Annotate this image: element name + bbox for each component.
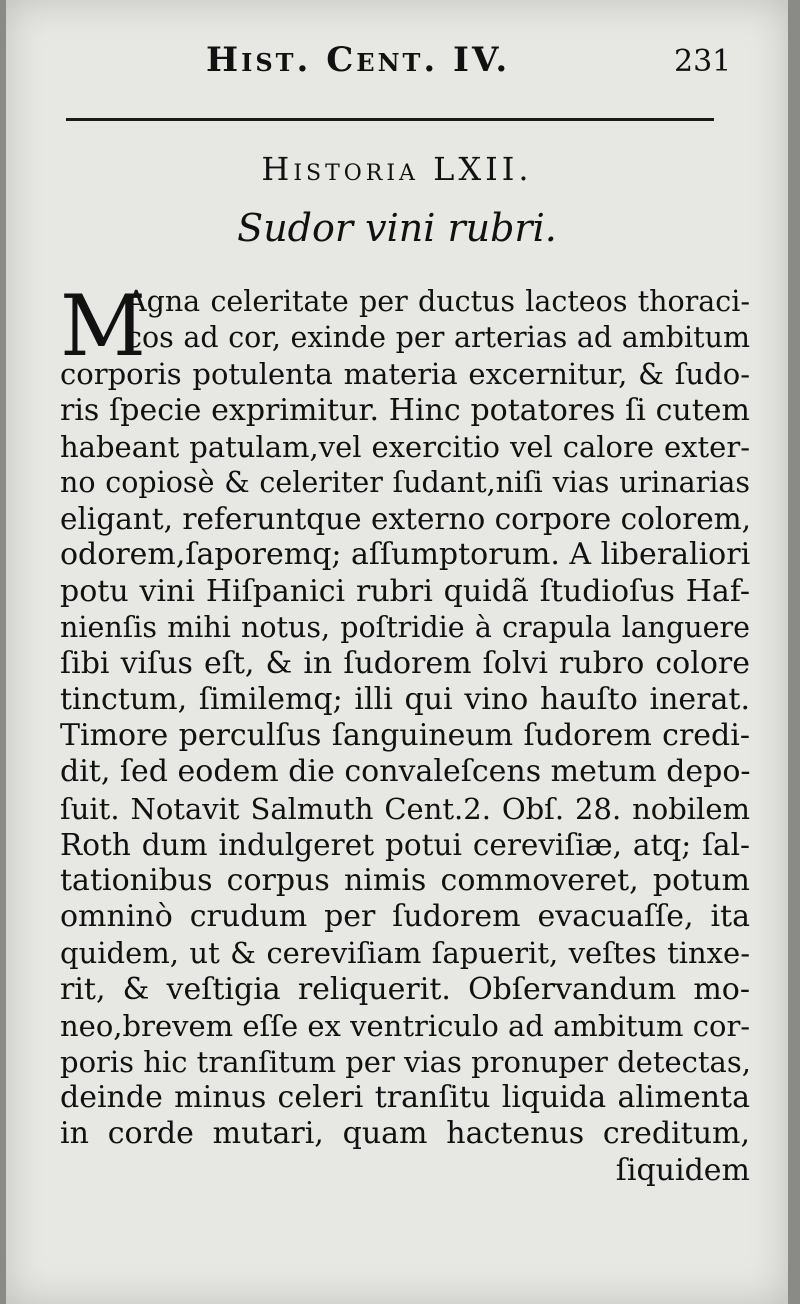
text-line: Agna celeritate per ductus lacteos thoraci- xyxy=(126,285,750,318)
text-line: no copiosè & celeriter ſudant,niſi vias urinarias xyxy=(60,465,750,499)
text-line: nienſis mihi notus, poſtridie à crapula languere xyxy=(60,610,750,644)
running-head xyxy=(6,36,788,86)
book-page xyxy=(6,0,788,1304)
text-line: omninò crudum per ſudorem evacuaſſe, ita xyxy=(60,899,750,935)
text-line: rit, & veſtigia reliquerit. Obſervandum mo- xyxy=(60,971,750,1007)
text-line: Timore perculſus ſanguineum ſudorem credi- xyxy=(60,718,750,754)
text-line: Roth dum indulgeret potui cereviſiæ, atq; ſal- xyxy=(60,827,750,862)
text-line: habeant patulam,vel exercitio vel calore exter- xyxy=(60,429,750,464)
text-line: deinde minus celeri tranſitu liquida alimenta xyxy=(60,1080,750,1116)
text-line: quidem, ut & cereviſiam ſapuerit, veſtes tinxe- xyxy=(60,936,750,971)
text-line: corporis potulenta materia excernitur, & ſudo- xyxy=(60,357,750,392)
section-subheading: Sudor vini rubri. xyxy=(237,206,557,250)
catchword: ſiquidem xyxy=(615,1152,750,1188)
body-text xyxy=(60,277,752,1189)
text-line: dit, ſed eodem die convaleſcens metum depo- xyxy=(60,754,751,790)
text-line: tationibus corpus nimis commoveret, potum xyxy=(60,863,750,898)
page-number: 231 xyxy=(674,44,732,79)
text-line: potu vini Hiſpanici rubri quidã ſtudioſus Haf- xyxy=(60,573,750,609)
header-rule xyxy=(66,118,714,121)
text-line: tinctum, ſimilemq; illi qui vino hauſto inerat. xyxy=(60,682,750,718)
text-line: ſuit. Notavit Salmuth Cent.2. Obſ. 28. nobilem xyxy=(60,791,750,826)
section-heading: Historia LXII. xyxy=(261,150,533,188)
text-line: neo,brevem eſſe ex ventriculo ad ambitum cor- xyxy=(60,1008,751,1043)
drop-cap: M xyxy=(60,277,147,375)
text-line: ſibi viſus eſt, & in ſudorem ſolvi rubro colore xyxy=(60,645,750,681)
text-line: cos ad cor, exinde per arterias ad ambitum xyxy=(126,321,750,355)
running-title: Hist. Cent. IV. xyxy=(206,40,511,80)
text-line: eligant, referuntque externo corpore colorem, xyxy=(60,502,752,537)
text-line: odorem,ſaporemq; aſſumptorum. A liberaliori xyxy=(60,537,751,573)
text-line: poris hic tranſitum per vias pronuper detectas, xyxy=(60,1044,751,1079)
text-line: ris ſpecie exprimitur. Hinc potatores ſi cutem xyxy=(60,392,750,428)
text-line: in corde mutari, quam hactenus creditum, xyxy=(60,1116,750,1152)
